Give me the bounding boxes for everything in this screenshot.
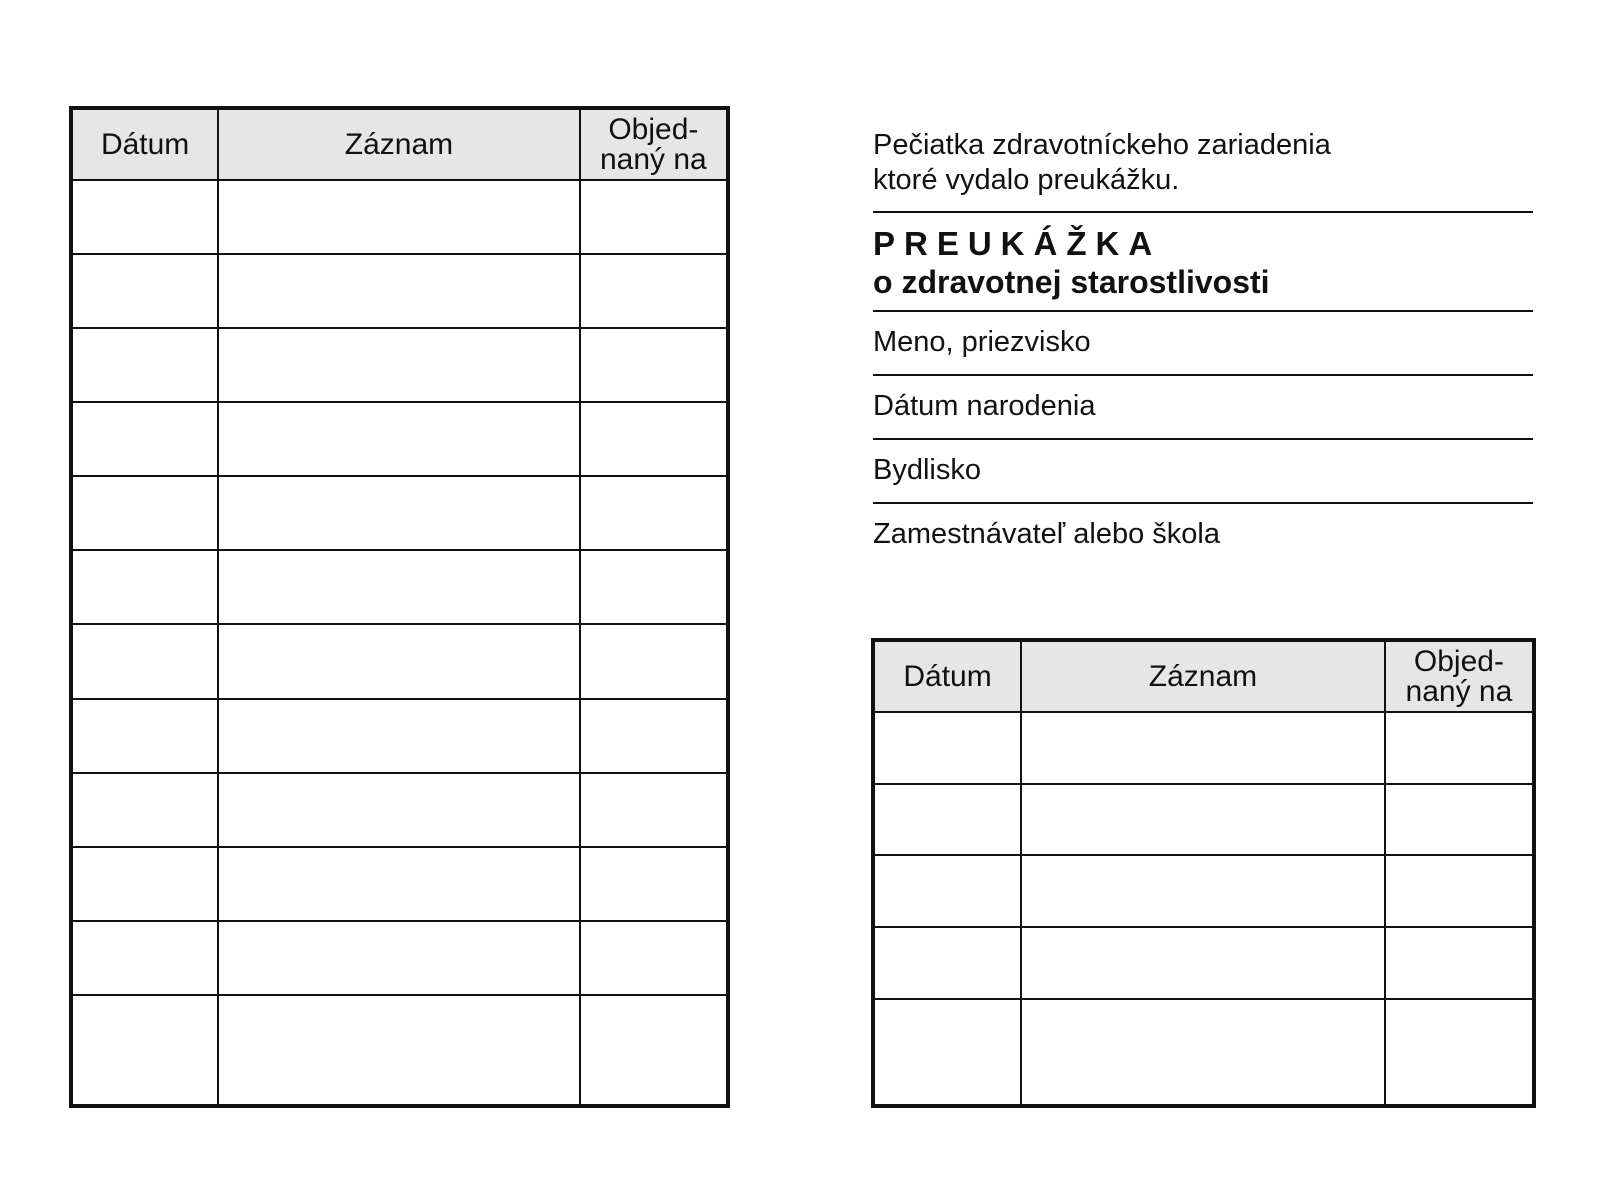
- header-zaznam: Záznam: [1021, 640, 1385, 712]
- header-objednany-line2: naný na: [1405, 674, 1513, 708]
- field-name: Meno, priezvisko: [873, 312, 1533, 376]
- cell-datum[interactable]: [873, 855, 1021, 927]
- cell-zaznam[interactable]: [1021, 712, 1385, 784]
- cell-datum[interactable]: [873, 927, 1021, 999]
- field-birth-date: Dátum narodenia: [873, 376, 1533, 440]
- cell-objednany[interactable]: [580, 773, 728, 847]
- cell-zaznam[interactable]: [218, 773, 580, 847]
- cell-objednany[interactable]: [580, 699, 728, 773]
- table-row: [71, 328, 728, 402]
- table-row: [71, 402, 728, 476]
- header-datum: Dátum: [873, 640, 1021, 712]
- cell-datum[interactable]: [71, 328, 218, 402]
- table-row: [71, 550, 728, 624]
- header-objednany: [580, 108, 728, 180]
- table-row: [71, 773, 728, 847]
- cell-datum[interactable]: [71, 921, 218, 995]
- cell-objednany[interactable]: [580, 624, 728, 698]
- table-row: [71, 921, 728, 995]
- cell-zaznam[interactable]: [218, 476, 580, 550]
- table-row: [71, 995, 728, 1106]
- cell-zaznam[interactable]: [218, 847, 580, 921]
- cell-zaznam[interactable]: [218, 180, 580, 254]
- header-objednany-line2: naný na: [599, 142, 707, 176]
- header-objednany-line1: Objed-: [1413, 644, 1504, 678]
- cell-datum[interactable]: [71, 550, 218, 624]
- table-header-row: [71, 108, 728, 180]
- cell-datum[interactable]: [71, 180, 218, 254]
- cell-zaznam[interactable]: [218, 699, 580, 773]
- card-title: PREUKÁŽKA: [873, 225, 1162, 262]
- cell-zaznam[interactable]: [218, 921, 580, 995]
- cell-datum[interactable]: [873, 999, 1021, 1107]
- table-row: [71, 847, 728, 921]
- table-row: [873, 784, 1534, 856]
- right-record-table: [871, 638, 1536, 1108]
- cell-zaznam[interactable]: [1021, 927, 1385, 999]
- stamp-text-line-2: ktoré vydalo preukážku.: [873, 164, 1180, 196]
- left-record-table: [69, 106, 730, 1108]
- cell-objednany[interactable]: [1385, 927, 1534, 999]
- cell-objednany[interactable]: [580, 402, 728, 476]
- cell-objednany[interactable]: [580, 550, 728, 624]
- stamp-text-line-1: Pečiatka zdravotníckeho zariadenia: [873, 129, 1331, 161]
- cell-objednany[interactable]: [580, 254, 728, 328]
- header-objednany: [1385, 640, 1534, 712]
- cell-objednany[interactable]: [1385, 999, 1534, 1107]
- cell-zaznam[interactable]: [1021, 855, 1385, 927]
- cell-zaznam[interactable]: [218, 402, 580, 476]
- cell-datum[interactable]: [71, 476, 218, 550]
- cell-objednany[interactable]: [580, 476, 728, 550]
- cell-zaznam[interactable]: [218, 624, 580, 698]
- cell-datum[interactable]: [71, 773, 218, 847]
- cell-zaznam[interactable]: [1021, 784, 1385, 856]
- table-row: [873, 855, 1534, 927]
- table-row: [71, 254, 728, 328]
- cell-datum[interactable]: [71, 995, 218, 1106]
- header-datum: Dátum: [71, 108, 218, 180]
- table-row: [71, 476, 728, 550]
- field-employer-school: Zamestnávateľ alebo škola: [873, 518, 1220, 550]
- cell-zaznam[interactable]: [218, 328, 580, 402]
- field-residence: Bydlisko: [873, 440, 1533, 504]
- cell-datum[interactable]: [71, 402, 218, 476]
- cell-datum[interactable]: [873, 712, 1021, 784]
- table-row: [71, 699, 728, 773]
- cell-objednany[interactable]: [1385, 784, 1534, 856]
- table-row: [873, 712, 1534, 784]
- card-title-block: [873, 211, 1533, 312]
- card-subtitle: o zdravotnej starostlivosti: [873, 264, 1270, 300]
- cell-objednany[interactable]: [580, 180, 728, 254]
- cell-datum[interactable]: [71, 847, 218, 921]
- table-row: [873, 927, 1534, 999]
- table-row: [71, 624, 728, 698]
- cell-zaznam[interactable]: [218, 550, 580, 624]
- cell-objednany[interactable]: [1385, 712, 1534, 784]
- table-row: [873, 999, 1534, 1107]
- cell-datum[interactable]: [71, 624, 218, 698]
- cell-datum[interactable]: [873, 784, 1021, 856]
- cell-objednany[interactable]: [580, 328, 728, 402]
- cell-objednany[interactable]: [580, 995, 728, 1106]
- table-row: [71, 180, 728, 254]
- cell-datum[interactable]: [71, 699, 218, 773]
- cell-zaznam[interactable]: [218, 254, 580, 328]
- cell-datum[interactable]: [71, 254, 218, 328]
- cell-objednany[interactable]: [580, 921, 728, 995]
- cell-objednany[interactable]: [1385, 855, 1534, 927]
- table-header-row: [873, 640, 1534, 712]
- header-objednany-line1: Objed-: [608, 112, 699, 146]
- card-info-panel: [873, 128, 1533, 568]
- cell-zaznam[interactable]: [218, 995, 580, 1106]
- cell-objednany[interactable]: [580, 847, 728, 921]
- cell-zaznam[interactable]: [1021, 999, 1385, 1107]
- header-zaznam: Záznam: [218, 108, 580, 180]
